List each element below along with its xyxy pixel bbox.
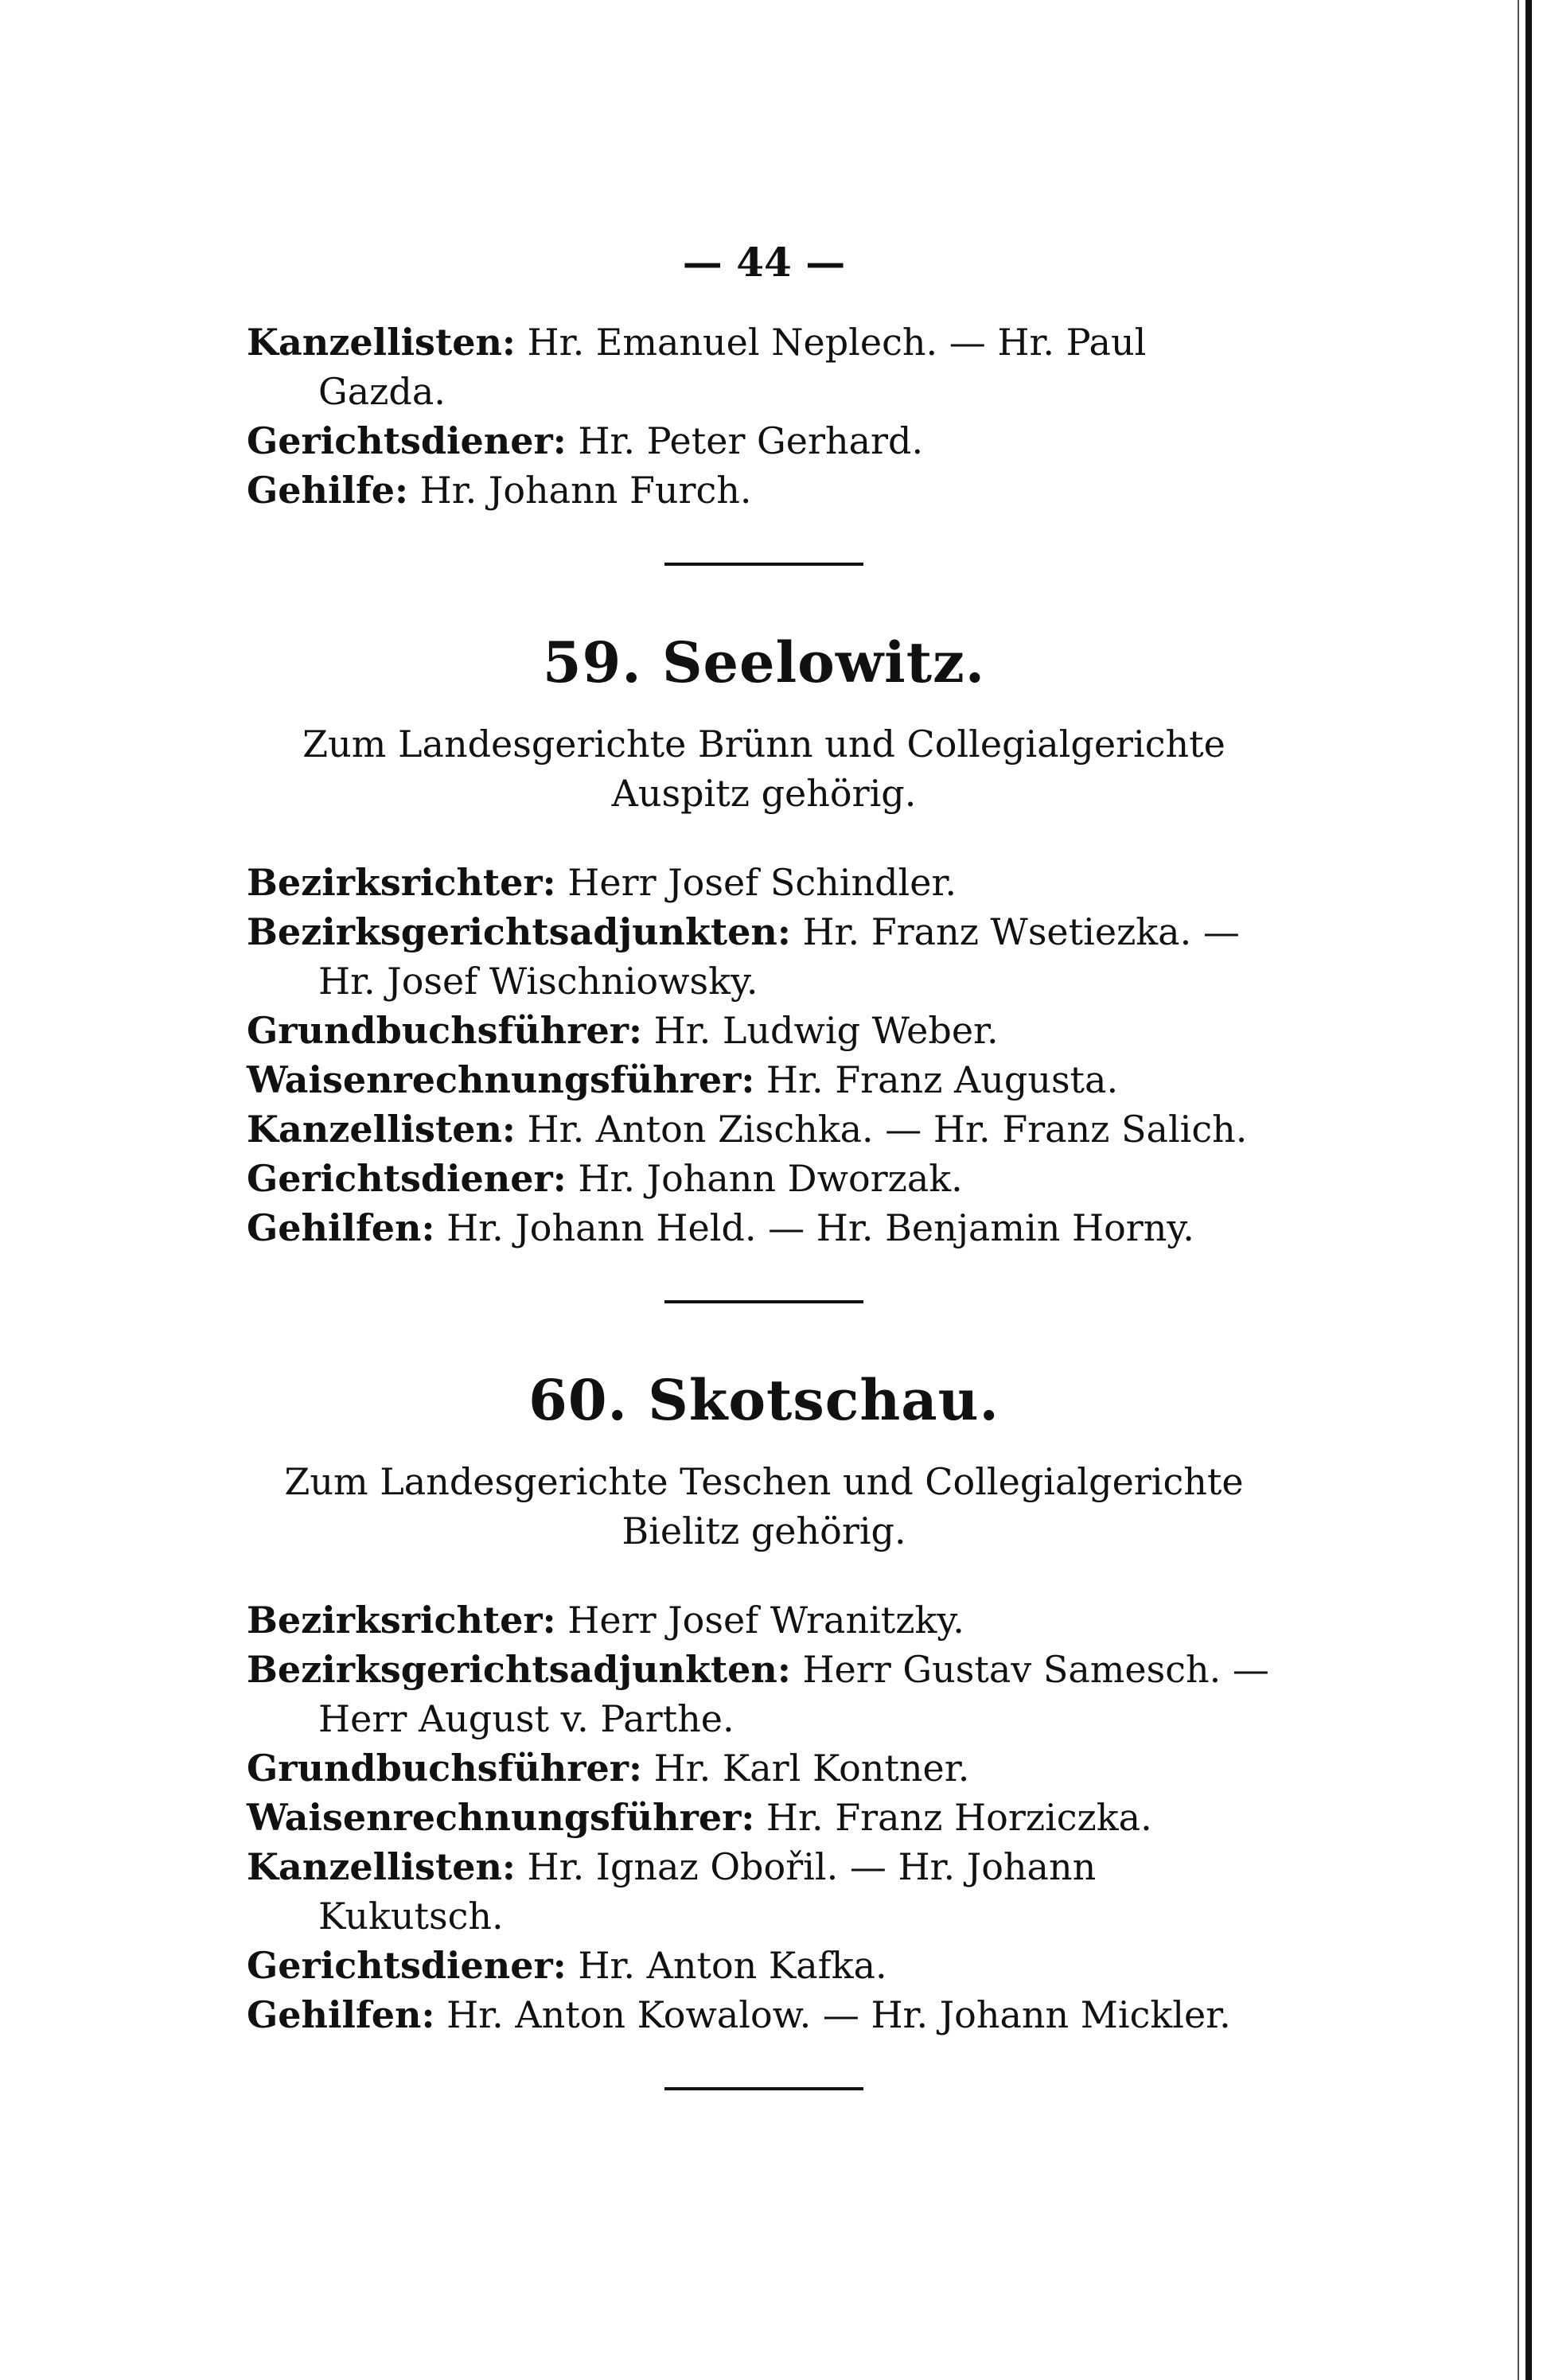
entry-role: Bezirksgerichtsadjunkten: <box>247 1648 791 1691</box>
entry-role: Gerichtsdiener: <box>247 1944 567 1987</box>
entry-role: Bezirksrichter: <box>247 1599 556 1642</box>
entry <box>247 1743 1281 1793</box>
section-divider <box>664 1300 863 1303</box>
entry-role: Grundbuchsführer: <box>247 1009 642 1052</box>
entry-names: Herr Josef Schindler. <box>567 861 957 904</box>
section-seelowitz <box>247 629 1281 1252</box>
section-divider <box>664 2087 863 2090</box>
entry <box>247 1990 1281 2039</box>
page-edge-border <box>1525 0 1532 2380</box>
entry-names: Hr. Anton Kafka. <box>578 1944 887 1987</box>
entry <box>247 1842 1281 1941</box>
entry <box>247 1154 1281 1203</box>
entry-role: Gehilfe: <box>247 469 408 512</box>
entry-role: Kanzellisten: <box>247 321 516 364</box>
entry-role: Gerichtsdiener: <box>247 1157 567 1200</box>
entry-names: Hr. Anton Kowalow. — Hr. Johann Mickler. <box>446 1993 1231 2036</box>
entry-role: Kanzellisten: <box>247 1845 516 1888</box>
entry-role: Bezirksgerichtsadjunkten: <box>247 910 791 953</box>
entry <box>247 416 1281 465</box>
entry-names: Hr. Anton Zischka. — Hr. Franz Salich. <box>527 1108 1248 1151</box>
entry <box>247 1104 1281 1154</box>
entry-names: Herr Gustav Samesch. — Herr August v. Parthe. <box>318 1648 1269 1740</box>
entry-role: Waisenrechnungsführer: <box>247 1796 755 1839</box>
entry-role: Grundbuchsführer: <box>247 1747 642 1790</box>
entry-role: Gerichtsdiener: <box>247 419 567 462</box>
entry-names: Hr. Ignaz Obořil. — Hr. Johann Kukutsch. <box>318 1845 1097 1938</box>
entry-role: Bezirksrichter: <box>247 861 556 904</box>
page-edge-line <box>1518 0 1519 2380</box>
entry-names: Hr. Karl Kontner. <box>653 1747 970 1790</box>
entry-names: Hr. Johann Furch. <box>419 469 752 512</box>
entry <box>247 317 1281 416</box>
entry <box>247 465 1281 515</box>
section-subtitle: Zum Landesgerichte Brünn und Collegialgerichte Auspitz gehörig. <box>302 723 1225 815</box>
entry-names: Herr Josef Wranitzky. <box>567 1599 964 1642</box>
entry <box>247 858 1281 907</box>
section-title: 60. Skotschau. <box>528 1367 999 1433</box>
entry-names: Hr. Johann Dworzak. <box>578 1157 963 1200</box>
page-number: — 44 — <box>682 239 846 286</box>
entry-names: Hr. Franz Wsetiezka. — Hr. Josef Wischniowsky. <box>318 910 1240 1003</box>
entry <box>247 1793 1281 1842</box>
entry-names: Hr. Franz Horziczka. <box>766 1796 1152 1839</box>
entry-role: Waisenrechnungsführer: <box>247 1058 755 1101</box>
section-subtitle: Zum Landesgerichte Teschen und Collegialgerichte Bielitz gehörig. <box>284 1460 1244 1552</box>
section-divider <box>664 563 863 566</box>
page-content <box>247 239 1281 2154</box>
entry-names: Hr. Peter Gerhard. <box>578 419 924 462</box>
entry-role: Gehilfen: <box>247 1206 435 1249</box>
entry <box>247 1645 1281 1743</box>
entry-names: Hr. Emanuel Neplech. — Hr. Paul Gazda. <box>318 321 1147 413</box>
entry <box>247 1055 1281 1104</box>
top-entries <box>247 317 1281 515</box>
section-title: 59. Seelowitz. <box>542 629 986 695</box>
entry-role: Kanzellisten: <box>247 1108 516 1151</box>
entry <box>247 1203 1281 1252</box>
entry <box>247 1595 1281 1645</box>
entry <box>247 907 1281 1006</box>
entry-names: Hr. Ludwig Weber. <box>653 1009 999 1052</box>
entry-role: Gehilfen: <box>247 1993 435 2036</box>
section-skotschau <box>247 1367 1281 2039</box>
entry <box>247 1941 1281 1990</box>
entry-names: Hr. Franz Augusta. <box>766 1058 1119 1101</box>
entry-names: Hr. Johann Held. — Hr. Benjamin Horny. <box>446 1206 1194 1249</box>
entry <box>247 1006 1281 1055</box>
